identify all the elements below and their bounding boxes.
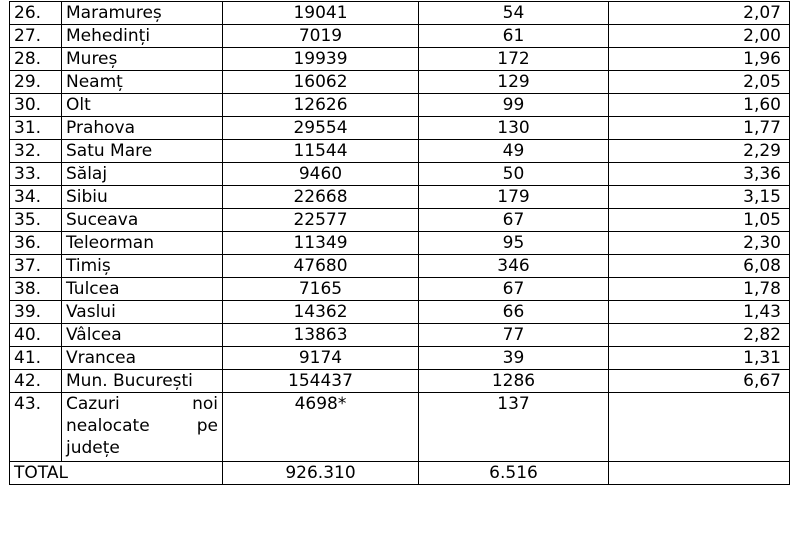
count-cell: 346: [419, 255, 609, 278]
count-cell: 95: [419, 232, 609, 255]
rate-cell: 1,96: [609, 48, 790, 71]
unallocated-label: [62, 393, 223, 462]
row-index: 28.: [10, 48, 62, 71]
total-count: 6.516: [419, 462, 609, 485]
row-index: 43.: [10, 393, 62, 462]
cases-cell: 19041: [223, 2, 419, 25]
count-cell: 179: [419, 186, 609, 209]
count-cell: 54: [419, 2, 609, 25]
row-index: 37.: [10, 255, 62, 278]
cases-cell: 14362: [223, 301, 419, 324]
cases-cell: 13863: [223, 324, 419, 347]
table-body: [10, 2, 790, 485]
county-name: Satu Mare: [62, 140, 223, 163]
table-row: [10, 278, 790, 301]
count-cell: 99: [419, 94, 609, 117]
table-row: [10, 117, 790, 140]
table-row: [10, 2, 790, 25]
cases-cell: 12626: [223, 94, 419, 117]
table-row: [10, 301, 790, 324]
county-name: Vrancea: [62, 347, 223, 370]
row-index: 34.: [10, 186, 62, 209]
count-cell: 1286: [419, 370, 609, 393]
county-cases-table: [9, 1, 790, 485]
cases-cell: 9174: [223, 347, 419, 370]
unallocated-label-line3: județe: [66, 438, 120, 458]
table-row: [10, 163, 790, 186]
county-name: Sălaj: [62, 163, 223, 186]
count-cell: 129: [419, 71, 609, 94]
row-index: 39.: [10, 301, 62, 324]
rate-cell: 2,05: [609, 71, 790, 94]
cases-cell: 7019: [223, 25, 419, 48]
count-cell: 66: [419, 301, 609, 324]
county-name: Mun. București: [62, 370, 223, 393]
count-cell: 137: [419, 393, 609, 462]
row-index: 27.: [10, 25, 62, 48]
county-name: Mureș: [62, 48, 223, 71]
table-row: [10, 71, 790, 94]
unallocated-label-line1: Cazuri noi: [66, 394, 218, 414]
table-row: [10, 186, 790, 209]
cases-cell: 7165: [223, 278, 419, 301]
count-cell: 77: [419, 324, 609, 347]
county-name: Teleorman: [62, 232, 223, 255]
cases-cell: 11349: [223, 232, 419, 255]
cases-cell: 9460: [223, 163, 419, 186]
county-name: Tulcea: [62, 278, 223, 301]
cases-cell: 22577: [223, 209, 419, 232]
total-cases: 926.310: [223, 462, 419, 485]
county-name: Prahova: [62, 117, 223, 140]
county-name: Vaslui: [62, 301, 223, 324]
count-cell: 67: [419, 209, 609, 232]
total-label: TOTAL: [10, 462, 223, 485]
cases-cell: 19939: [223, 48, 419, 71]
row-index: 42.: [10, 370, 62, 393]
table-row: [10, 48, 790, 71]
rate-cell: 3,36: [609, 163, 790, 186]
table-row: [10, 94, 790, 117]
cases-cell: 11544: [223, 140, 419, 163]
rate-cell: 2,30: [609, 232, 790, 255]
rate-cell: 2,82: [609, 324, 790, 347]
count-cell: 49: [419, 140, 609, 163]
county-name: Maramureș: [62, 2, 223, 25]
unallocated-row: [10, 393, 790, 462]
total-row: [10, 462, 790, 485]
table-row: [10, 255, 790, 278]
rate-cell: 2,07: [609, 2, 790, 25]
county-name: Neamț: [62, 71, 223, 94]
count-cell: 61: [419, 25, 609, 48]
count-cell: 172: [419, 48, 609, 71]
county-name: Mehedinți: [62, 25, 223, 48]
count-cell: 130: [419, 117, 609, 140]
rate-cell: 3,15: [609, 186, 790, 209]
rate-cell: 1,31: [609, 347, 790, 370]
row-index: 29.: [10, 71, 62, 94]
county-name: Suceava: [62, 209, 223, 232]
rate-cell: 2,29: [609, 140, 790, 163]
table-row: [10, 25, 790, 48]
county-name: Timiș: [62, 255, 223, 278]
count-cell: 39: [419, 347, 609, 370]
cases-cell: 154437: [223, 370, 419, 393]
row-index: 35.: [10, 209, 62, 232]
rate-cell: 1,43: [609, 301, 790, 324]
county-name: Olt: [62, 94, 223, 117]
rate-cell: 6,08: [609, 255, 790, 278]
table-row: [10, 347, 790, 370]
cases-cell: 16062: [223, 71, 419, 94]
cases-cell: 29554: [223, 117, 419, 140]
row-index: 38.: [10, 278, 62, 301]
rate-cell: 2,00: [609, 25, 790, 48]
county-name: Vâlcea: [62, 324, 223, 347]
count-cell: 67: [419, 278, 609, 301]
rate-cell: [609, 393, 790, 462]
row-index: 33.: [10, 163, 62, 186]
row-index: 32.: [10, 140, 62, 163]
table-row: [10, 209, 790, 232]
rate-cell: 1,78: [609, 278, 790, 301]
rate-cell: 6,67: [609, 370, 790, 393]
count-cell: 50: [419, 163, 609, 186]
table-row: [10, 324, 790, 347]
rate-cell: 1,05: [609, 209, 790, 232]
row-index: 40.: [10, 324, 62, 347]
total-rate: [609, 462, 790, 485]
table-row: [10, 232, 790, 255]
row-index: 31.: [10, 117, 62, 140]
table-row: [10, 140, 790, 163]
unallocated-label-line2: nealocate pe: [66, 416, 218, 436]
rate-cell: 1,77: [609, 117, 790, 140]
row-index: 36.: [10, 232, 62, 255]
row-index: 26.: [10, 2, 62, 25]
row-index: 30.: [10, 94, 62, 117]
table-row: [10, 370, 790, 393]
cases-cell: 22668: [223, 186, 419, 209]
cases-cell: 47680: [223, 255, 419, 278]
rate-cell: 1,60: [609, 94, 790, 117]
county-name: Sibiu: [62, 186, 223, 209]
cases-cell: 4698*: [223, 393, 419, 462]
row-index: 41.: [10, 347, 62, 370]
